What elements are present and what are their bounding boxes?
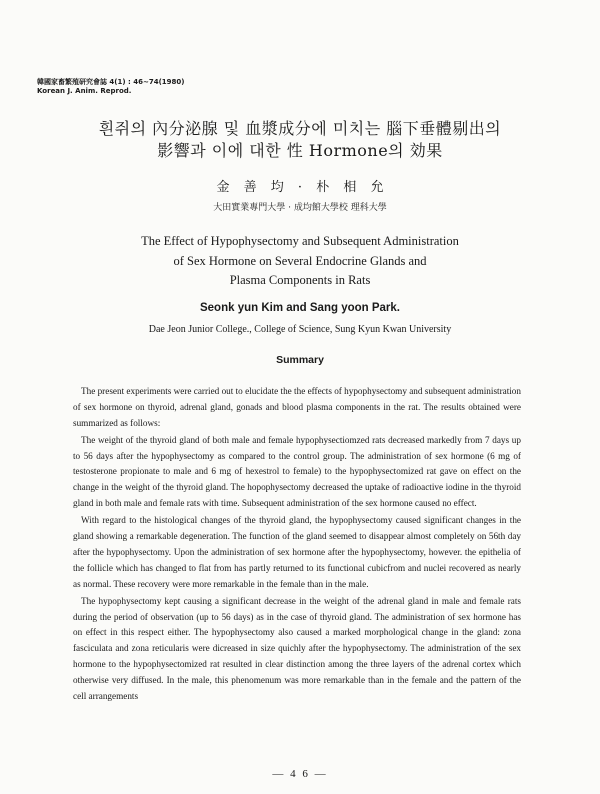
korean-affiliation: 大田實業專門大學 · 成均館大學校 理科大學: [213, 203, 387, 213]
summary-body: [73, 384, 521, 706]
summary-paragraph-3: With regard to the histological changes of the thyroid gland, the hypophysectomy caused significant changes in the gland showing a remarkable degeneration. The function of the gland seemed to disappear almost completely on 56th day after the hypophysectomy. Upon the administration of sex hormone after the hypophysectomy, however. the epithelia of the follicle which has changed to flat from has partly returned to its functional cubicfrom and nuclei recovered as nearly as normal. These recovery were more remarkable in the female than in the male.: [73, 515, 521, 589]
journal-citation-korean: 韓國家畜繁殖研究會誌 4(1) : 46~74(1980): [37, 78, 185, 86]
korean-authors: 金 善 均 · 朴 相 允: [216, 180, 384, 195]
english-affiliation: Dae Jeon Junior College., College of Science, Sung Kyun Kwan University: [148, 324, 452, 335]
journal-citation-english: Korean J. Anim. Reprod.: [37, 87, 132, 95]
summary-paragraph-1: The present experiments were carried out to elucidate the the effects of hypophysectomy and subsequent administration of sex hormone on thyroid, adrenal gland, gonads and blood plasma components in the rat. The results obtained were summarized as follows:: [73, 386, 521, 428]
summary-paragraph-2: The weight of the thyroid gland of both male and female hypophysectiomzed rats decreased markedly from 7 days up to 56 days after the hypophysectomy as compared to the control group. The administration of sex hormone (6 mg of testosterone propionate to male and 6 mg of hexestrol to female) to the hypophysectomized rat gave on effect on the change in the weight of the thyroid gland. The hopophysectomy decreased the uptake of radioactive iodine in the thyroid gland in both male and female rats with time. Subsequent administration of the sex hormone caused no effect.: [73, 434, 521, 509]
summary-heading: Summary: [276, 354, 324, 366]
summary-paragraph-4: The hypophysectomy kept causing a significant decrease in the weight of the adrenal gland in male and female rats during the period of observation (up to 56 days) as in the case of thyroid gland. The administration of sex hormone has on effect in this respect either. The hypophysectomy also caused a marked morphological change in the gland: zona fasciculata and zona reticularis were dicreased in size quichly after the hypophysectomy. The administration of the sex hormone to the hypophysectomized rat resulted in clear distinction among the three layers of the adrenal cortex which otherwise very diffused. In the male, this phenomenum was more remarkable than in the female and the pattern of the cell arrangements: [73, 595, 521, 701]
page-number: — 4 6 —: [272, 768, 328, 780]
journal-citation: [37, 78, 184, 96]
korean-title: [0, 118, 600, 162]
english-title-line-3: Plasma Components in Rats: [229, 273, 371, 287]
korean-title-line-1: 흰쥐의 內分泌腺 및 血漿成分에 미치는 腦下垂體剔出의: [98, 119, 502, 138]
korean-title-line-2: 影響과 이에 대한 性 Hormone의 効果: [157, 141, 443, 160]
english-title-line-1: The Effect of Hypophysectomy and Subsequent Administration: [141, 234, 459, 248]
english-title: [0, 232, 600, 291]
english-title-line-2: of Sex Hormone on Several Endocrine Glands and: [173, 253, 427, 268]
english-authors: Seonk yun Kim and Sang yoon Park.: [199, 302, 400, 314]
